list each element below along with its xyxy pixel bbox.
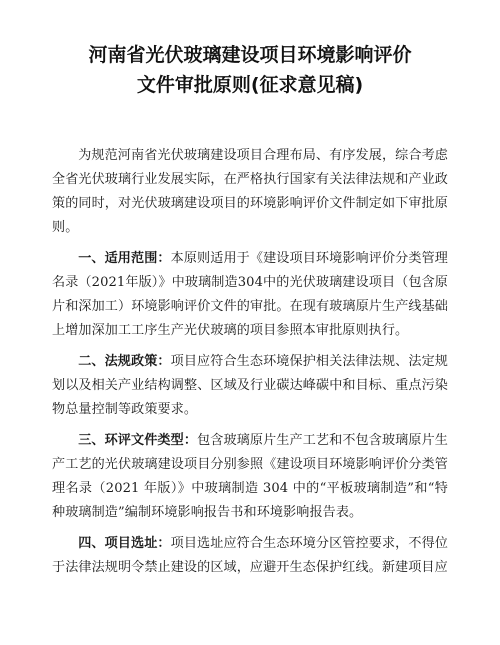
section-text: 项目应符合生态环境保护相关法律法规、法定规划以及相关产业结构调整、区域及行业碳达峰碳中和目标、重点污染物总量控制等政策要求。 [52, 354, 448, 417]
section-scope [52, 247, 448, 343]
section-heading: 二、法规政策： [78, 354, 171, 369]
document-title [42, 40, 458, 100]
title-line-2: 文件审批原则(征求意见稿) [136, 74, 364, 96]
section-text: 项目选址应符合生态环境分区管控要求，不得位于法律法规明令禁止建设的区域，应避开生态保护红线。新建项目应 [52, 536, 448, 575]
section-heading: 一、适用范围： [78, 251, 171, 266]
section-text: 包含玻璃原片生产工艺和不包含玻璃原片生产工艺的光伏玻璃建设项目分别参照《建设项目环境影响评价分类管理名录（2021 年版）》中玻璃制造 304 中的“平板玻璃制造”和“特种玻璃制造”编制环境影响报告书和环境影响报告表。 [52, 433, 448, 520]
section-text: 本原则适用于《建设项目环境影响评价分类管理名录（2021年版）》中玻璃制造304中的光伏玻璃建设项目（包含原片和深加工）环境影响评价文件的审批。在现有玻璃原片生产线基础上增加深加工工序生产光伏玻璃的项目参照本审批原则执行。 [52, 251, 448, 338]
section-heading: 三、环评文件类型： [78, 433, 198, 448]
section-site-selection [52, 532, 448, 580]
intro-paragraph: 为规范河南省光伏玻璃建设项目合理布局、有序发展，综合考虑全省光伏玻璃行业发展实际，在严格执行国家有关法律法规和产业政策的同时，对光伏玻璃建设项目的环境影响评价文件制定如下审批原则。 [52, 148, 448, 235]
title-line-1: 河南省光伏玻璃建设项目环境影响评价 [88, 44, 412, 66]
section-policy [52, 350, 448, 422]
section-heading: 四、项目选址： [78, 536, 171, 551]
document-body [52, 144, 448, 580]
section-eia-type [52, 429, 448, 525]
